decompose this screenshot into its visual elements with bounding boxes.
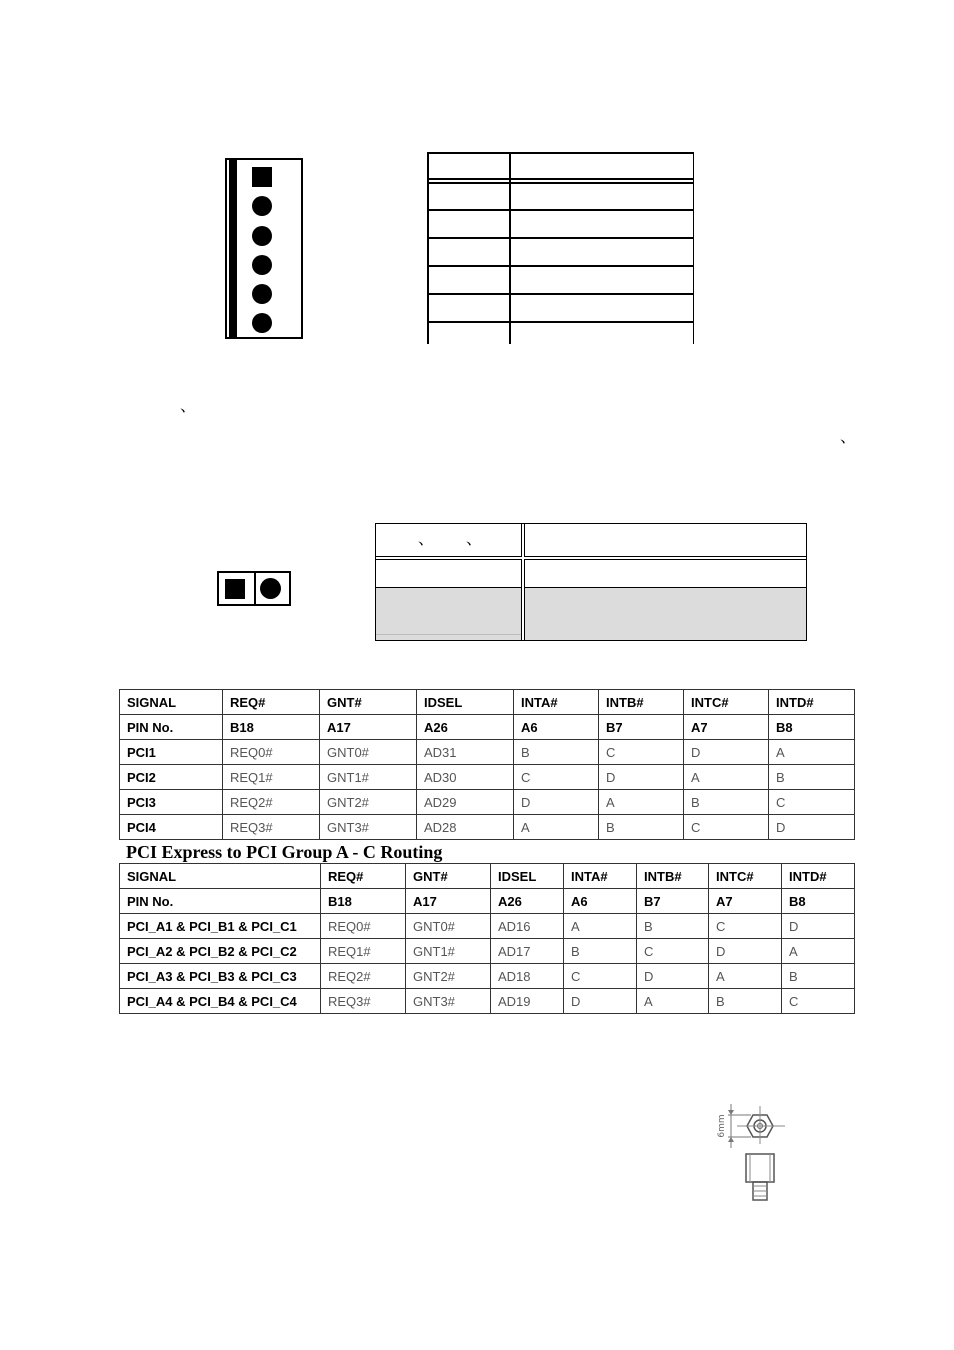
table-cell: REQ2# <box>223 790 320 815</box>
table-cell: D <box>514 790 599 815</box>
table-cell: REQ1# <box>321 939 406 964</box>
table-cell: GNT1# <box>320 765 417 790</box>
header-key-bar <box>229 160 237 337</box>
table-cell: B <box>564 939 637 964</box>
table-row <box>120 964 855 989</box>
table-cell: PCI3 <box>120 790 223 815</box>
table-row <box>120 989 855 1014</box>
table-cell: GNT2# <box>406 964 491 989</box>
table-cell: AD28 <box>417 815 514 840</box>
table-cell: B8 <box>782 889 855 914</box>
table-cell: INTA# <box>564 864 637 889</box>
table-cell: A6 <box>564 889 637 914</box>
table-cell: PIN No. <box>120 889 321 914</box>
table-cell: REQ# <box>223 690 320 715</box>
table-cell: C <box>599 740 684 765</box>
table-cell: B <box>709 989 782 1014</box>
table-cell: C <box>684 815 769 840</box>
pin-5-round <box>252 284 272 304</box>
table-cell: AD19 <box>491 989 564 1014</box>
jumper-pin-1-square <box>225 579 245 599</box>
jumper-header-cell <box>376 524 522 557</box>
table-cell: AD17 <box>491 939 564 964</box>
table-cell: GNT0# <box>406 914 491 939</box>
table-cell: INTD# <box>782 864 855 889</box>
pin-2-round <box>252 196 272 216</box>
table-cell: REQ1# <box>223 765 320 790</box>
jumper-default-cell <box>376 588 522 640</box>
table-cell: GNT3# <box>320 815 417 840</box>
table-cell: REQ2# <box>321 964 406 989</box>
dimension-label: 6mm <box>717 1114 727 1138</box>
table-cell: GNT3# <box>406 989 491 1014</box>
table-cell: C <box>782 989 855 1014</box>
pin-4-round <box>252 255 272 275</box>
table-cell: PIN No. <box>120 715 223 740</box>
table-cell: B18 <box>223 715 320 740</box>
table-cell: D <box>769 815 855 840</box>
table-cell: D <box>709 939 782 964</box>
table-cell: AD18 <box>491 964 564 989</box>
table-cell: PCI_A1 & PCI_B1 & PCI_C1 <box>120 914 321 939</box>
pin-number-row <box>120 889 855 914</box>
table-cell: INTB# <box>637 864 709 889</box>
table-cell: INTC# <box>709 864 782 889</box>
pin-number-row <box>120 715 855 740</box>
table-cell: AD30 <box>417 765 514 790</box>
table-row <box>120 914 855 939</box>
table-cell: GNT# <box>320 690 417 715</box>
table-cell: C <box>564 964 637 989</box>
table-cell: D <box>599 765 684 790</box>
tick-mark: 、 <box>418 531 435 548</box>
table-cell: REQ0# <box>223 740 320 765</box>
table-cell: B <box>599 815 684 840</box>
table-cell: PCI2 <box>120 765 223 790</box>
table-cell: C <box>769 790 855 815</box>
standoff-screw-drawing <box>715 1098 795 1208</box>
table-cell: C <box>514 765 599 790</box>
table-cell: PCI4 <box>120 815 223 840</box>
table-cell: INTC# <box>684 690 769 715</box>
table-cell: A <box>599 790 684 815</box>
table-cell: INTD# <box>769 690 855 715</box>
tick-mark: 、 <box>840 429 857 446</box>
table-cell: AD31 <box>417 740 514 765</box>
jumper-pin-2-round <box>260 578 281 599</box>
table-cell: A17 <box>406 889 491 914</box>
tick-mark: 、 <box>466 531 483 548</box>
header-row <box>120 864 855 889</box>
table-cell: GNT2# <box>320 790 417 815</box>
table-cell: D <box>637 964 709 989</box>
header-row <box>120 690 855 715</box>
table-cell: INTA# <box>514 690 599 715</box>
table-cell: C <box>637 939 709 964</box>
table-cell: B7 <box>637 889 709 914</box>
table-cell: D <box>782 914 855 939</box>
table-cell: INTB# <box>599 690 684 715</box>
table-cell: D <box>684 740 769 765</box>
table-cell: A7 <box>709 889 782 914</box>
table-cell: B8 <box>769 715 855 740</box>
table-cell: REQ3# <box>223 815 320 840</box>
table-cell: B <box>769 765 855 790</box>
table-cell: B <box>637 914 709 939</box>
jumper-setting-table <box>375 523 807 641</box>
table-cell: AD29 <box>417 790 514 815</box>
table-cell: SIGNAL <box>120 864 321 889</box>
table-cell: AD16 <box>491 914 564 939</box>
table-cell: GNT1# <box>406 939 491 964</box>
table-cell: PCI_A3 & PCI_B3 & PCI_C3 <box>120 964 321 989</box>
table-cell: D <box>564 989 637 1014</box>
table-cell: B <box>514 740 599 765</box>
table-row <box>120 790 855 815</box>
table-row <box>120 740 855 765</box>
table-cell: GNT0# <box>320 740 417 765</box>
table-row <box>120 939 855 964</box>
table-cell: REQ# <box>321 864 406 889</box>
pin-3-round <box>252 226 272 246</box>
table-cell: SIGNAL <box>120 690 223 715</box>
table-cell: A6 <box>514 715 599 740</box>
table-cell: A <box>684 765 769 790</box>
pci-routing-table <box>119 689 855 840</box>
table-cell: A <box>782 939 855 964</box>
six-pin-header-diagram <box>225 158 303 339</box>
table-cell: A7 <box>684 715 769 740</box>
table-row <box>120 815 855 840</box>
table-cell: B <box>782 964 855 989</box>
table-cell: A26 <box>417 715 514 740</box>
table-cell: IDSEL <box>491 864 564 889</box>
two-pin-jumper-diagram <box>217 571 291 606</box>
table-cell: GNT# <box>406 864 491 889</box>
table-cell: REQ0# <box>321 914 406 939</box>
table-row <box>120 765 855 790</box>
table-cell: PCI_A4 & PCI_B4 & PCI_C4 <box>120 989 321 1014</box>
tick-mark: 、 <box>180 398 197 415</box>
table-cell: PCI_A2 & PCI_B2 & PCI_C2 <box>120 939 321 964</box>
pin-6-round <box>252 313 272 333</box>
table-cell: B18 <box>321 889 406 914</box>
table-cell: B7 <box>599 715 684 740</box>
table-cell: PCI1 <box>120 740 223 765</box>
pcie-routing-caption: PCI Express to PCI Group A - C Routing <box>126 842 443 862</box>
table-cell: A <box>564 914 637 939</box>
pin-1-square <box>252 167 272 187</box>
table-cell: B <box>684 790 769 815</box>
table-cell: A <box>637 989 709 1014</box>
table-cell: A <box>709 964 782 989</box>
table-cell: A26 <box>491 889 564 914</box>
table-cell: A <box>769 740 855 765</box>
table-cell: IDSEL <box>417 690 514 715</box>
pcie-routing-table <box>119 863 855 1014</box>
table-cell: REQ3# <box>321 989 406 1014</box>
table-cell: C <box>709 914 782 939</box>
table-cell: A <box>514 815 599 840</box>
table-cell: A17 <box>320 715 417 740</box>
pin-definition-table <box>427 152 694 344</box>
